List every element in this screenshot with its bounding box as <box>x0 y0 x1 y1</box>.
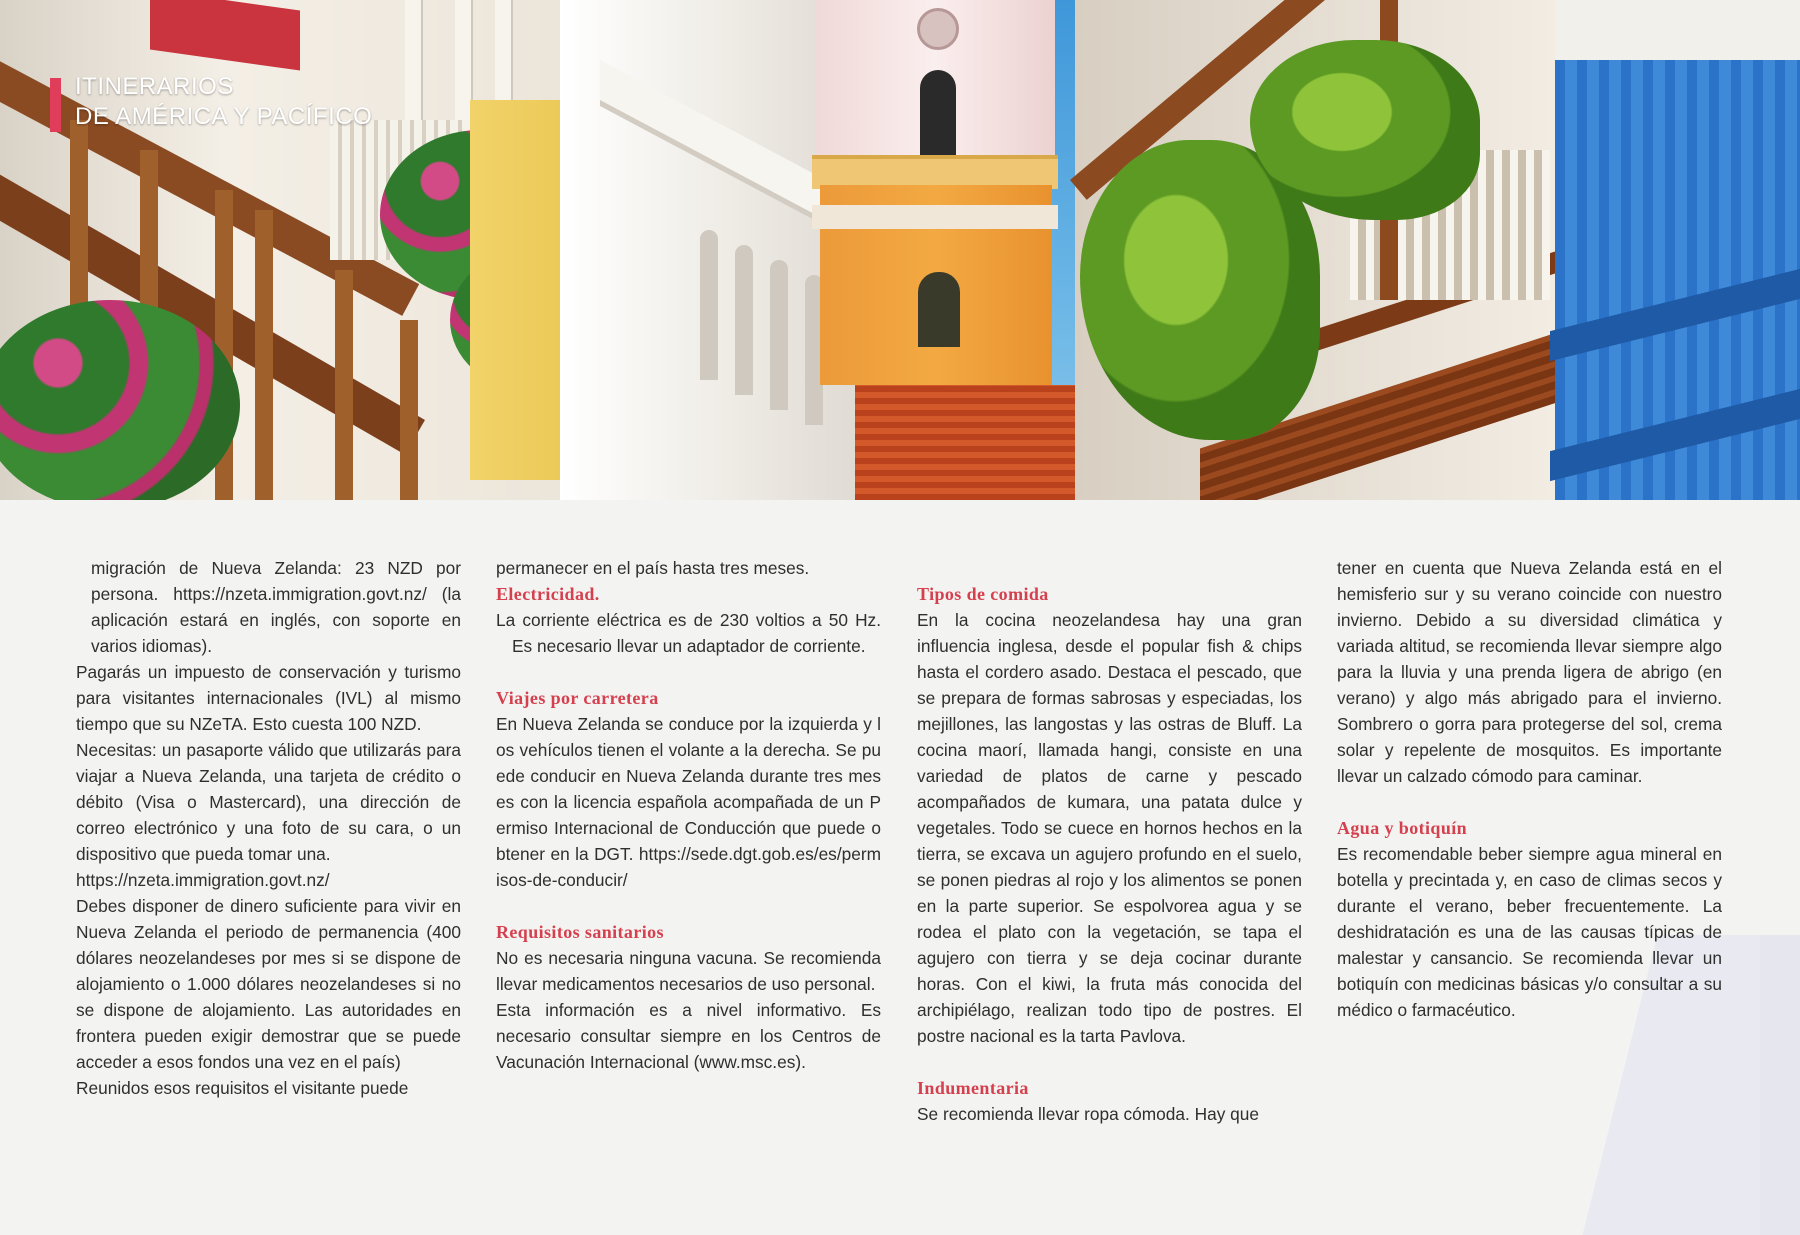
title-accent-bar <box>50 78 61 132</box>
paragraph: tener en cuenta que Nueva Zelanda está en el hemisferio sur y su verano coincide con nuestro invierno. Debido a su diversidad climática y variada altitud, se recomienda llevar siempre algo para la lluvia y una prenda ligera de abrigo (en verano) y algo más abrigado para el invierno. Sombrero o gorra para protegerse del sol, crema solar y repelente de mosquitos. Es importante llevar un calzado cómodo para caminar. <box>1337 558 1722 786</box>
paragraph: En la cocina neozelandesa hay una gran influencia inglesa, desde el popular fish & chips hasta el cordero asado. Destaca el pescado, que se prepara de formas sabrosas y especiadas, los mejillones, las langostas y las ostras de Bluff. La cocina maorí, llamada hangi, consiste en una variedad de platos de carne y pescado acompañados de kumara, una patata dulce y vegetales. Todo se cuece en hornos hechos en la tierra, se excava un agujero profundo en el suelo, se ponen piedras al rojo y los alimentos se ponen en la parte superior. Se espolvorea agua y se rodea el plato con la vegetación, se tapa el agujero con tierra y se deja cocinar durante horas. Con el kiwi, la fruta más conocida del archipiélago, realizan todo tipo de postres. El postre nacional es la tarta Pavlova. <box>917 610 1302 1046</box>
tower-cornice <box>812 205 1058 229</box>
heading-requisitos: Requisitos sanitarios <box>496 922 664 942</box>
section-title-line2: DE AMÉRICA Y PACÍFICO <box>75 103 373 130</box>
text-column-1 <box>76 555 461 1101</box>
wooden-post <box>400 320 418 500</box>
link-nzeta[interactable]: https://nzeta.immigration.govt.nz/ <box>76 870 330 890</box>
section-title <box>75 72 372 132</box>
section-title-line1: ITINERARIOS <box>75 73 234 100</box>
blue-building-top <box>1555 0 1800 60</box>
paragraph: La corriente eléctrica es de 230 voltios a 50 Hz. Es necesario llevar un adaptador de corriente. <box>496 610 881 656</box>
paragraph: Se recomienda llevar ropa cómoda. Hay que <box>917 1104 1259 1124</box>
paragraph: Es recomendable beber siempre agua mineral en botella y precintada y, en caso de climas secos y durante el verano, beber frecuentemente. La deshidratación es una de las causas típicas de malestar y cansancio. Se recomienda llevar un botiquín con medicinas básicas y/o consultar a su médico o farmacéutico. <box>1337 844 1722 1020</box>
window <box>735 245 753 395</box>
wooden-post <box>255 210 273 500</box>
tower-balustrade <box>812 155 1058 189</box>
wooden-post <box>335 270 353 500</box>
paragraph: No es necesaria ninguna vacuna. Se recomienda llevar medicamentos necesarios de uso personal. <box>496 948 881 994</box>
bell-icon <box>918 272 960 347</box>
paragraph: Esta información es a nivel informativo. Es necesario consultar siempre en los Centros de Vacunación Internacional (www.msc.es). <box>496 1000 881 1072</box>
heading-comida: Tipos de comida <box>917 584 1049 604</box>
heading-viajes: Viajes por carretera <box>496 688 659 708</box>
text-column-3 <box>917 555 1302 1127</box>
paragraph: Reunidos esos requisitos el visitante puede <box>76 1078 409 1098</box>
paragraph: En Nueva Zelanda se conduce por la izquierda y los vehículos tienen el volante a la derecha. Se puede conducir en Nueva Zelanda durante tres meses con la licencia española acompañada de un Permiso Internacional de Conducción que puede obtener en la DGT. https://sede.dgt.gob.es/es/permisos-de-conducir/ <box>496 714 881 890</box>
paragraph: Pagarás un impuesto de conservación y turismo para visitantes internacionales (IVL) al mismo tiempo que su NZeTA. Esto cuesta 100 NZD. <box>76 662 461 734</box>
bell-arch <box>920 70 956 160</box>
window <box>770 260 788 410</box>
paragraph: migración de Nueva Zelanda: 23 NZD por persona. https://nzeta.immigration.govt.nz/ (la aplicación estará en inglés, con soporte en varios idiomas). <box>91 558 461 656</box>
heading-electricidad: Electricidad. <box>496 584 600 604</box>
window <box>700 230 718 380</box>
white-column <box>455 0 471 140</box>
text-column-4 <box>1337 555 1722 1023</box>
text-column-2 <box>496 555 881 1075</box>
paragraph: Debes disponer de dinero suficiente para vivir en Nueva Zelanda el periodo de permanencia (400 dólares neozelandeses por mes si se dispone de alojamiento o 1.000 dólares neozelandeses si no se dispone de alojamiento. Las autoridades en frontera pueden exigir demostrar que se puede acceder a esos fondos una vez en el país) <box>76 896 461 1072</box>
paragraph: permanecer en el país hasta tres meses. <box>496 558 810 578</box>
tiled-roof <box>855 385 1075 500</box>
rosette-window <box>917 8 959 50</box>
heading-agua: Agua y botiquín <box>1337 818 1468 838</box>
decorative-shape <box>1760 935 1800 1235</box>
heading-indumentaria: Indumentaria <box>917 1078 1029 1098</box>
paragraph: Necesitas: un pasaporte válido que utilizarás para viajar a Nueva Zelanda, una tarjeta de crédito o débito (Visa o Mastercard), una dirección de correo electrónico y una foto de su cara, o un dispositivo que pueda tomar una. <box>76 740 461 864</box>
